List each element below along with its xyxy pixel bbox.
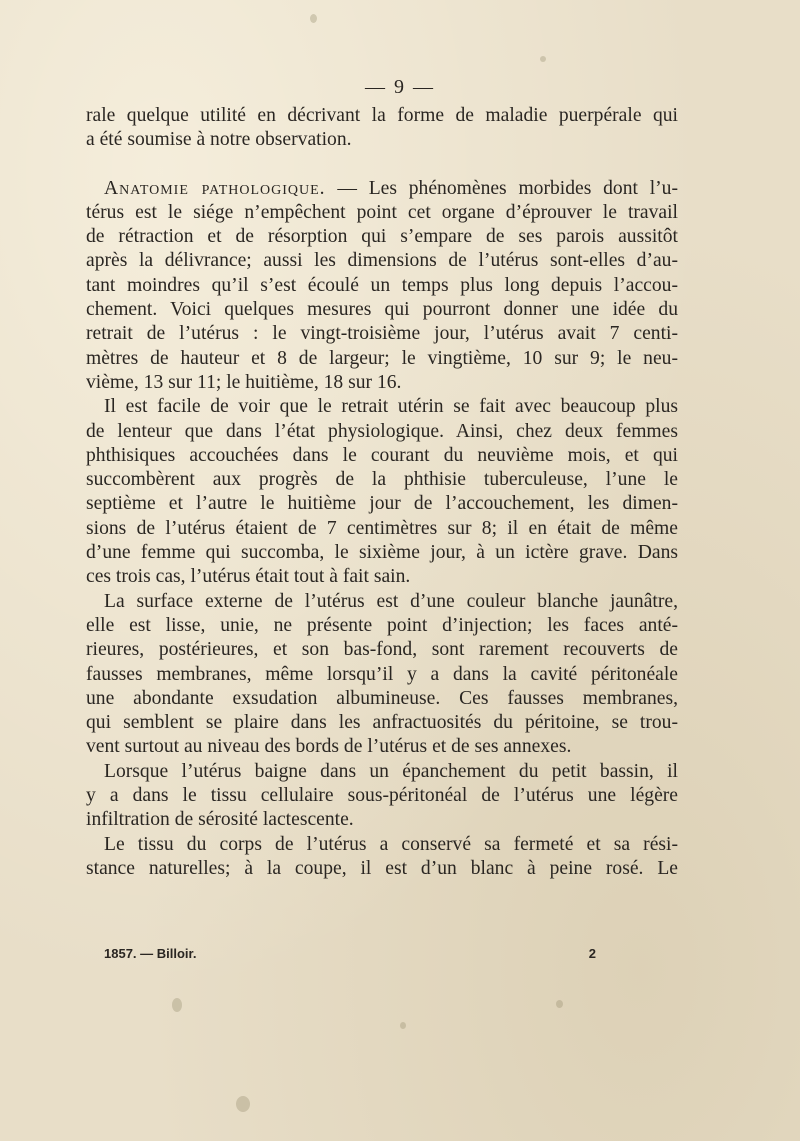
- footer-signature: 1857. — Billoir.: [104, 946, 197, 961]
- paragraph: [86, 590, 678, 760]
- text-line: térus est le siége n’empêchent point cet organe d’éprouver le travail: [86, 201, 678, 223]
- text-line: chement. Voici quelques mesures qui pourront donner une idée du: [86, 299, 678, 321]
- paragraph: [86, 833, 678, 882]
- text-line: d’une femme qui succomba, le sixième jour, à un ictère grave. Dans: [86, 542, 678, 564]
- text-line: stance naturelles; à la coupe, il est d’un blanc à peine rosé. Le: [86, 857, 678, 879]
- text-line: qui semblent se plaire dans les anfractuosités du péritoine, se trou-: [86, 712, 678, 734]
- text-line: rale quelque utilité en décrivant la forme de maladie puerpérale qui: [86, 105, 678, 126]
- text-line: tant moindres qu’il s’est écoulé un temps plus long depuis l’accou-: [86, 274, 678, 296]
- heading-line-rest: — Les phénomènes morbides dont l’u-: [325, 177, 678, 199]
- text-line: fausses membranes, même lorsqu’il y a dans la cavité péritonéale: [86, 663, 678, 685]
- text-line: sions de l’utérus étaient de 7 centimètres sur 8; il en était de même: [86, 517, 678, 539]
- ink-spot: [556, 1000, 563, 1008]
- text-line: y a dans le tissu cellulaire sous-péritonéal de l’utérus une légère: [86, 785, 678, 807]
- text-line: retrait de l’utérus : le vingt-troisième jour, l’utérus avait 7 centi-: [86, 323, 678, 345]
- ink-spot: [400, 1022, 406, 1029]
- section-heading: Anatomie pathologique.: [104, 177, 326, 199]
- text-line: La surface externe de l’utérus est d’une couleur blanche jaunâtre,: [104, 590, 678, 612]
- text-line: une abondante exsudation albumineuse. Ces fausses membranes,: [86, 687, 678, 709]
- ink-spot: [236, 1096, 250, 1112]
- text-line: Le tissu du corps de l’utérus a conservé sa fermeté et sa rési-: [104, 833, 678, 855]
- ink-spot: [172, 998, 182, 1012]
- footer-sheet-number: 2: [588, 946, 596, 961]
- text-line: phthisiques accouchées dans le courant du neuvième mois, et qui: [86, 444, 678, 466]
- ink-spot: [310, 14, 317, 23]
- text-line: succombèrent aux progrès de la phthisie tuberculeuse, l’une le: [86, 469, 678, 491]
- text-line: vième, 13 sur 11; le huitième, 18 sur 16.: [86, 371, 402, 393]
- page-body: [86, 104, 678, 881]
- text-line: rieures, postérieures, et son bas-fond, sont rarement recouverts de: [86, 639, 678, 661]
- text-line: de lenteur que dans l’état physiologique. Ainsi, chez deux femmes: [86, 420, 678, 442]
- text-line: a été soumise à notre observation.: [86, 129, 352, 151]
- paragraph: [86, 760, 678, 833]
- page-number: — 9 —: [365, 76, 435, 98]
- text-line: ces trois cas, l’utérus était tout à fait sain.: [86, 566, 411, 588]
- text-line: [86, 177, 678, 201]
- paragraph: [86, 395, 678, 589]
- text-line: Lorsque l’utérus baigne dans un épanchement du petit bassin, il: [104, 760, 678, 782]
- text-line: Il est facile de voir que le retrait utérin se fait avec beaucoup plus: [104, 396, 678, 418]
- ink-spot: [540, 56, 546, 62]
- text-line: après la délivrance; aussi les dimensions de l’utérus sont-elles d’au-: [86, 250, 678, 272]
- paragraph-gap: [86, 153, 678, 177]
- text-line: elle est lisse, unie, ne présente point d’injection; les faces anté-: [86, 614, 678, 636]
- text-line: mètres de hauteur et 8 de largeur; le vingtième, 10 sur 9; le neu-: [86, 347, 678, 369]
- text-line: de rétraction et de résorption qui s’empare de ses parois aussitôt: [86, 226, 678, 248]
- paragraph: [86, 177, 678, 396]
- text-line: vent surtout au niveau des bords de l’utérus et de ses annexes.: [86, 736, 572, 758]
- text-line: septième et l’autre le huitième jour de l’accouchement, les dimen-: [86, 493, 678, 515]
- paragraph: [86, 104, 678, 153]
- text-line: infiltration de sérosité lactescente.: [86, 809, 354, 831]
